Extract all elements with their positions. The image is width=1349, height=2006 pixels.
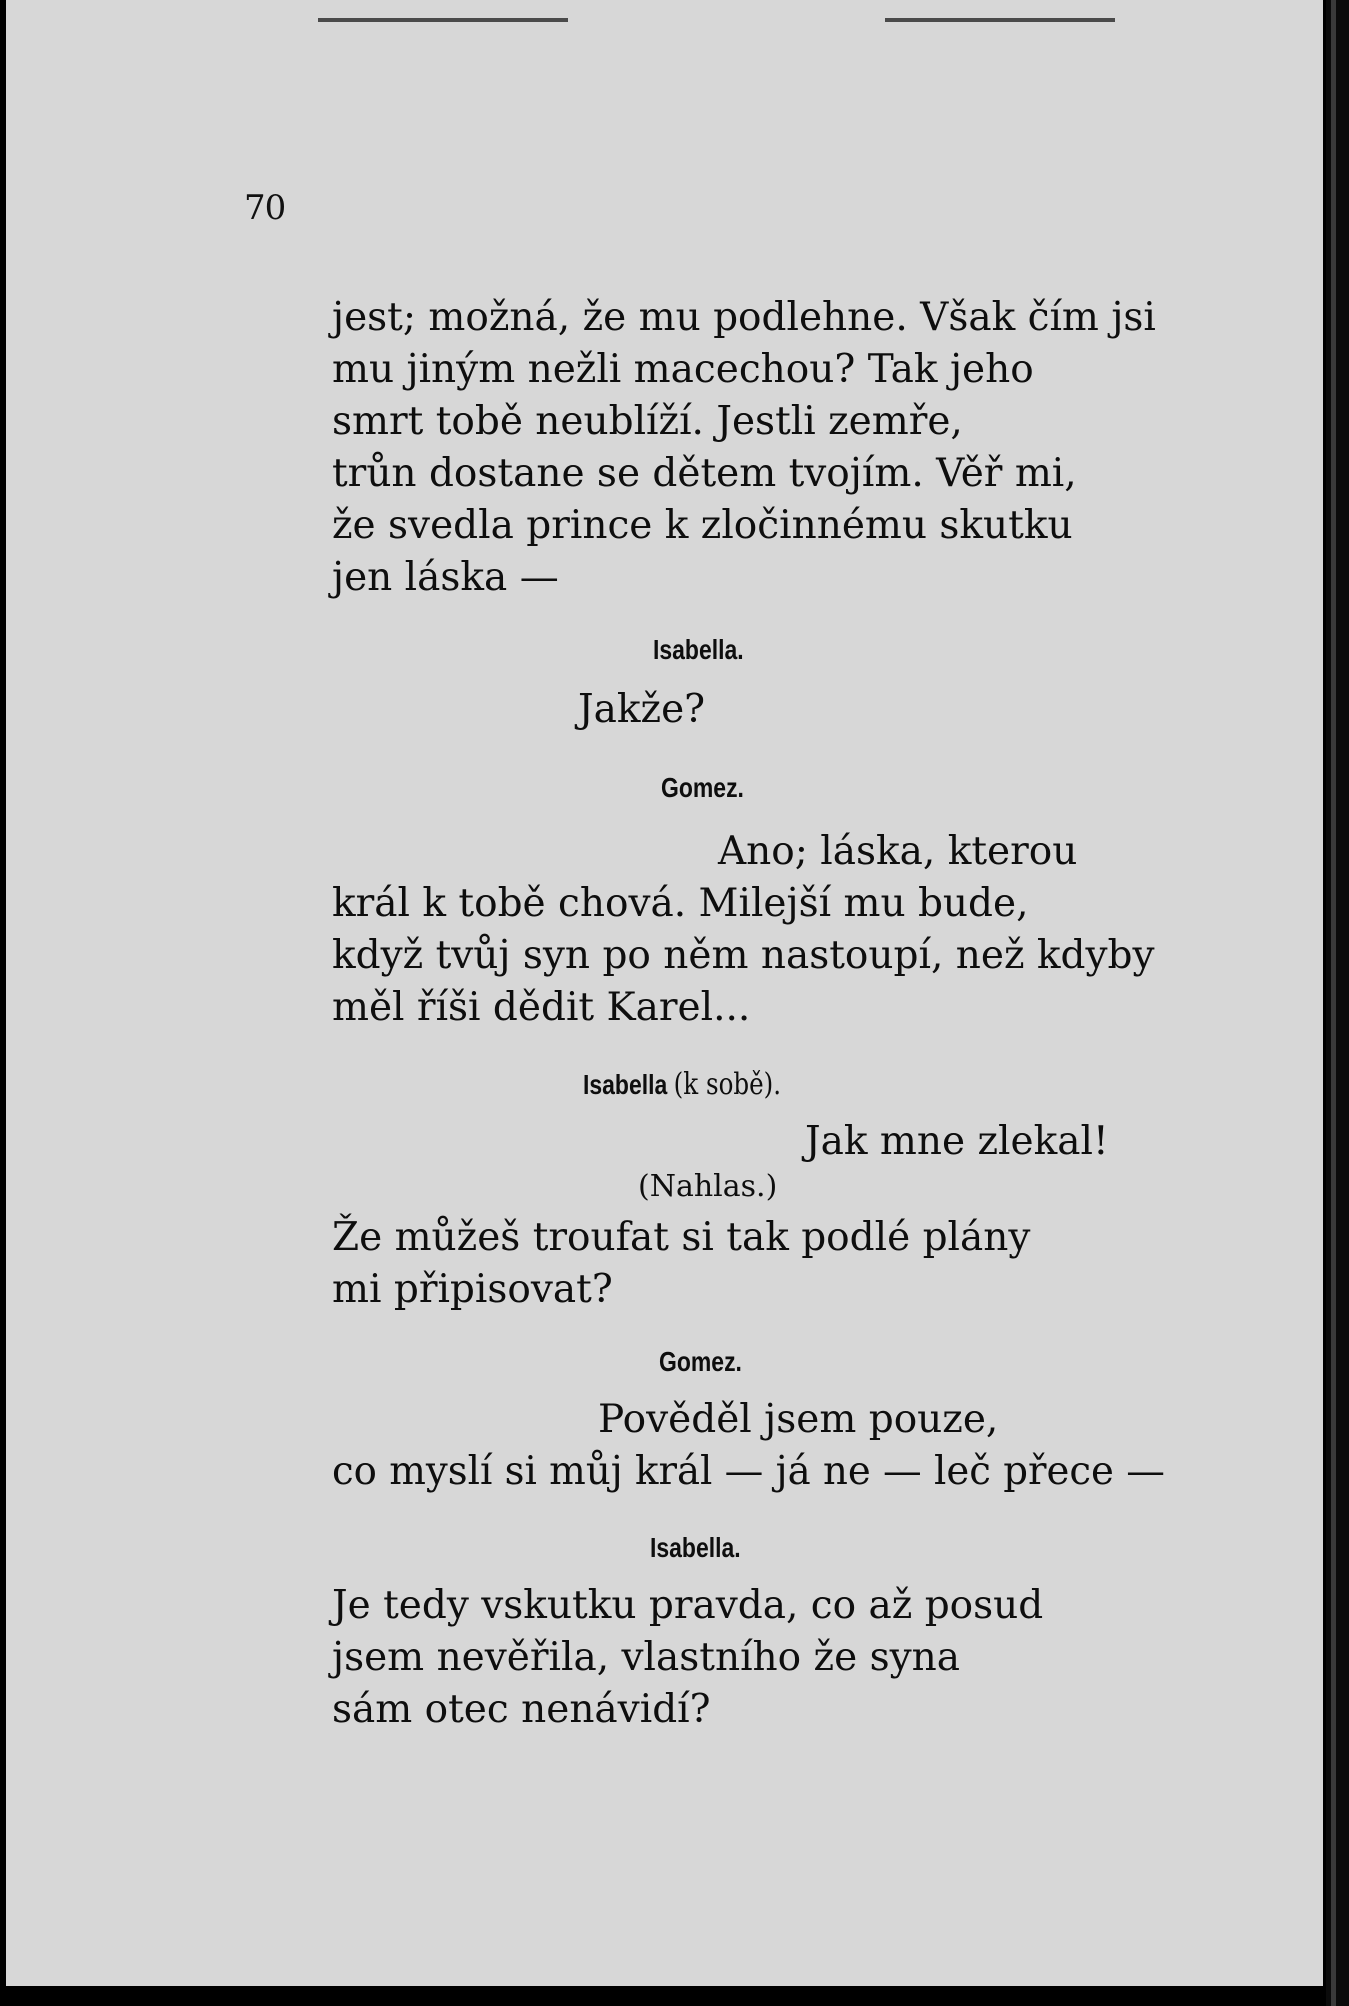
- page-edge-line: [1331, 0, 1336, 2006]
- top-rule-right: [885, 18, 1115, 22]
- verse-line: co myslí si můj král — já ne — leč přece —: [332, 1449, 1165, 1494]
- verse-line: Ano; láska, kterou: [718, 829, 1078, 874]
- speaker-name-text: Isabella: [583, 1069, 668, 1100]
- verse-line: Že můžeš troufat si tak podlé plány: [332, 1215, 1031, 1260]
- speaker-aside: (k sobě).: [673, 1067, 782, 1102]
- speaker-name: Isabella.: [650, 1532, 741, 1563]
- verse-line: když tvůj syn po něm nastoupí, než kdyby: [332, 933, 1155, 978]
- verse-line: mu jiným nežli macechou? Tak jeho: [332, 347, 1034, 392]
- verse-line: trůn dostane se dětem tvojím. Věř mi,: [332, 451, 1077, 496]
- verse-line: Jak mne zlekal!: [805, 1119, 1109, 1164]
- stage-direction: (Nahlas.): [638, 1169, 778, 1204]
- page-edge-shadow: [1326, 0, 1349, 2006]
- verse-line: smrt tobě neublíží. Jestli zemře,: [332, 399, 963, 444]
- verse-line: měl říši dědit Karel...: [332, 985, 751, 1030]
- speaker-name: [583, 1067, 782, 1102]
- verse-line: jsem nevěřila, vlastního že syna: [332, 1635, 960, 1680]
- speaker-name: Gomez.: [661, 772, 744, 803]
- verse-line: jen láska —: [332, 555, 559, 600]
- verse-line: jest; možná, že mu podlehne. Však čím jsi: [332, 295, 1156, 340]
- verse-line: král k tobě chová. Milejší mu bude,: [332, 881, 1029, 926]
- verse-line: Pověděl jsem pouze,: [598, 1397, 999, 1442]
- verse-line: Jakže?: [578, 687, 706, 732]
- verse-line: že svedla prince k zločinnému skutku: [332, 503, 1073, 548]
- speaker-name: Gomez.: [659, 1346, 742, 1377]
- top-rule-left: [318, 18, 568, 22]
- verse-line: sám otec nenávidí?: [332, 1687, 711, 1732]
- speaker-name: Isabella.: [653, 634, 744, 665]
- page-number: 70: [244, 188, 286, 228]
- verse-line: Je tedy vskutku pravda, co až posud: [332, 1583, 1044, 1628]
- verse-line: mi připisovat?: [332, 1267, 613, 1312]
